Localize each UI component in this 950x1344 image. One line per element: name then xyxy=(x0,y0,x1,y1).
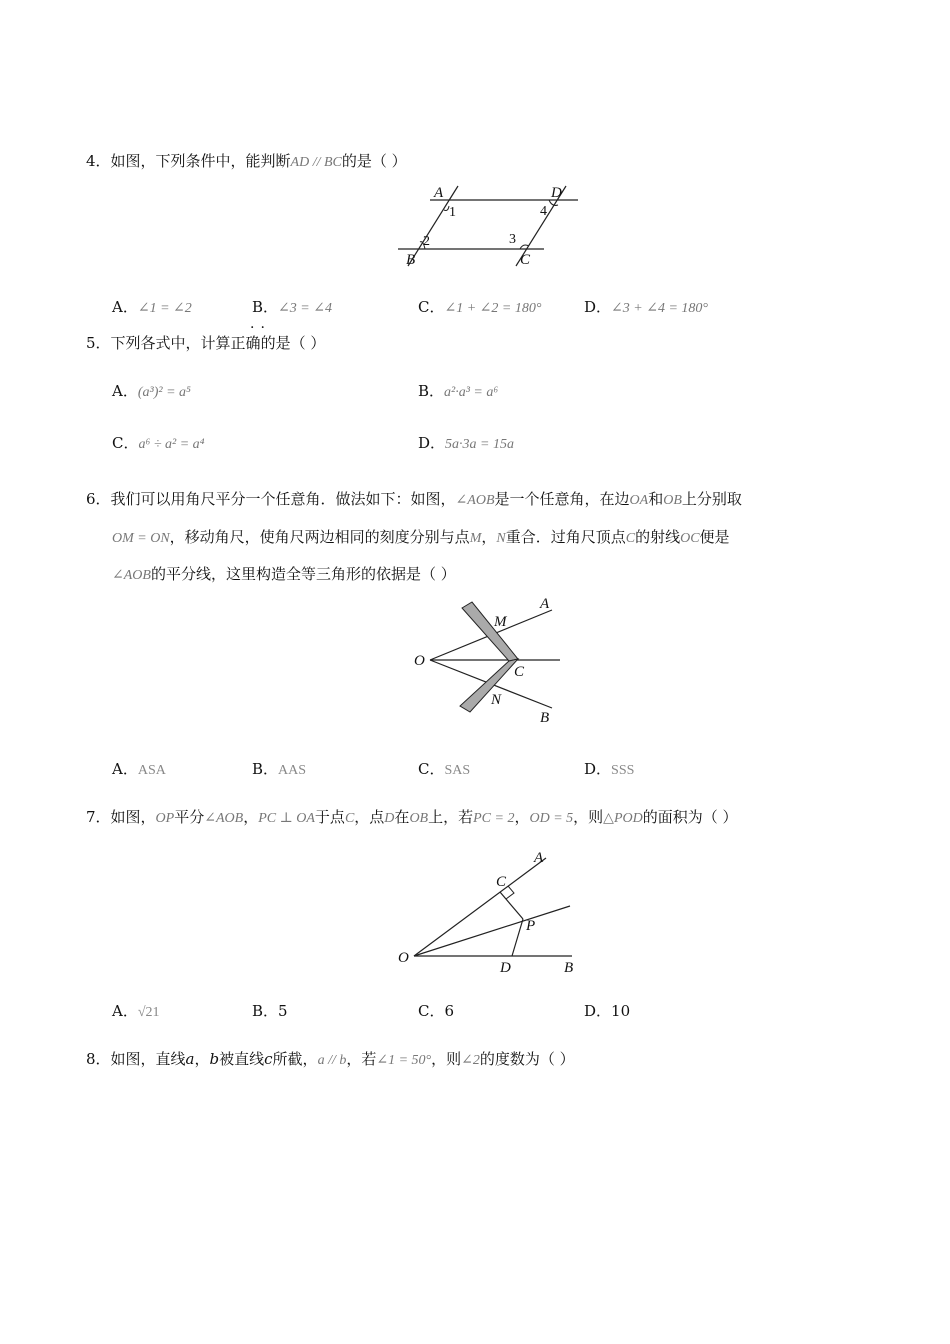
q8-stem: 8．如图，直线a，b被直线c所截，a // b，若∠1 = 50°，则∠2的度数为（ ） xyxy=(86,1050,575,1068)
q6-figure-angle-ruler xyxy=(410,592,570,728)
q7-option-b[interactable]: B．5 xyxy=(252,1002,288,1020)
q4-figure-parallelogram xyxy=(394,180,584,272)
q6-option-c[interactable]: C．SAS xyxy=(418,760,471,778)
q4-fig-label-2: 2 xyxy=(423,234,430,249)
q4-fig-label-3: 3 xyxy=(509,232,516,247)
q6-option-d[interactable]: D．SSS xyxy=(584,760,635,778)
q6-option-a[interactable]: A．ASA xyxy=(112,760,166,778)
q4-option-d[interactable]: D．∠3 + ∠4 = 180° xyxy=(584,298,708,316)
q5-stem: 5．下列各式中，计算正确的是（ ） xyxy=(86,334,326,352)
q7-fig-label-o: O xyxy=(398,950,409,966)
q4-option-b[interactable]: B．∠3 = ∠4 xyxy=(252,298,332,316)
q6-fig-label-a: A xyxy=(540,596,550,612)
q7-fig-label-a: A xyxy=(534,850,544,866)
q4-option-c[interactable]: C．∠1 + ∠2 = 180° xyxy=(418,298,542,316)
q6-fig-label-n: N xyxy=(491,692,502,708)
q7-fig-label-d: D xyxy=(500,960,511,976)
q7-figure-angle-bisector xyxy=(396,846,586,976)
q4-fig-label-4: 4 xyxy=(540,204,547,219)
q5-emphasis-dots: ·· xyxy=(250,320,271,336)
q6-fig-label-m: M xyxy=(494,614,507,630)
q4-option-a[interactable]: A．∠1 = ∠2 xyxy=(112,298,192,316)
q4-fig-label-b: B xyxy=(406,252,416,268)
q6-fig-label-c: C xyxy=(514,664,525,680)
q6-fig-label-b: B xyxy=(540,710,550,726)
q7-option-c[interactable]: C．6 xyxy=(418,1002,455,1020)
q5-emphasis-correct: 正确 xyxy=(230,334,261,352)
q4-math-ad-parallel-bc: AD // BC xyxy=(290,155,342,170)
q7-option-a[interactable]: A．√21 xyxy=(112,1002,160,1020)
q7-fig-label-c: C xyxy=(496,874,507,890)
q4-stem: 4．如图，下列条件中，能判断AD // BC的是（ ） xyxy=(86,152,407,170)
q6-stem-line3: ∠AOB的平分线，这里构造全等三角形的依据是（ ） xyxy=(112,565,456,583)
q7-stem: 7．如图，OP平分∠AOB，PC ⊥ OA于点C，点D在OB上，若PC = 2，OD = 5，则△POD的面积为（ ） xyxy=(86,808,738,826)
q5-option-c[interactable]: C．a⁶ ÷ a² = a⁴ xyxy=(112,434,205,452)
q5-option-a[interactable]: A．(a³)² = a⁵ xyxy=(112,382,191,400)
q6-option-b[interactable]: B．AAS xyxy=(252,760,307,778)
q4-fig-label-1: 1 xyxy=(449,205,456,220)
q4-fig-label-a: A xyxy=(434,185,444,201)
q7-fig-label-p: P xyxy=(526,918,536,934)
q5-option-d[interactable]: D．5a·3a = 15a xyxy=(418,434,514,452)
q4-fig-label-d: D xyxy=(551,185,562,201)
q4-fig-label-c: C xyxy=(520,252,531,268)
q6-stem-line1: 6．我们可以用角尺平分一个任意角．做法如下：如图，∠AOB是一个任意角，在边OA和OB上分别取 xyxy=(86,490,742,508)
q6-fig-label-o: O xyxy=(414,653,425,669)
q6-stem-line2: OM = ON，移动角尺，使角尺两边相同的刻度分别与点M，N重合．过角尺顶点C的射线OC便是 xyxy=(112,528,730,546)
q7-option-d[interactable]: D．10 xyxy=(584,1002,631,1020)
q5-option-b[interactable]: B．a²·a³ = a⁶ xyxy=(418,382,499,400)
q7-fig-label-b: B xyxy=(564,960,574,976)
